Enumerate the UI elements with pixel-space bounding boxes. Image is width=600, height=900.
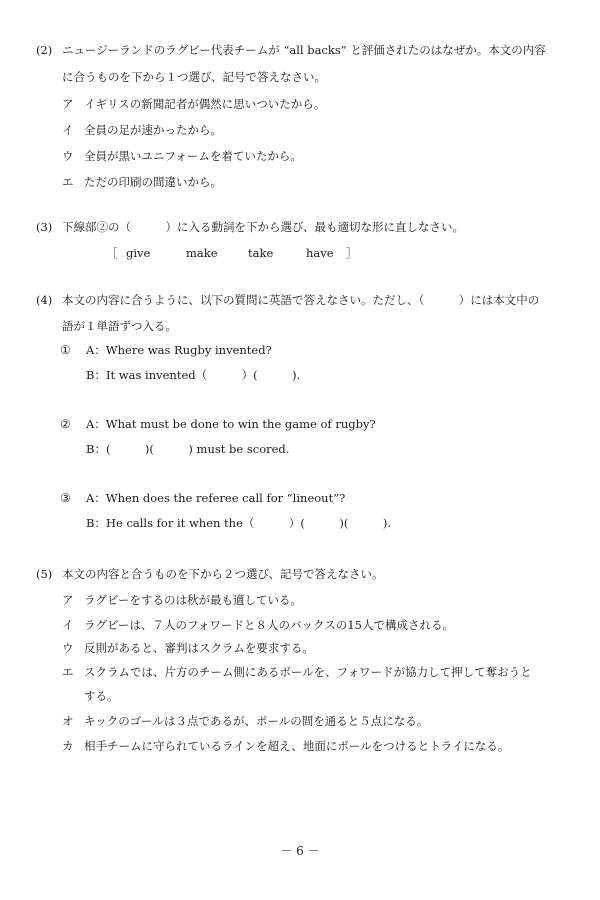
q5-option-mark-a: ア (62, 593, 74, 607)
q5-option-mark-i: イ (62, 618, 74, 632)
question-4-number: (4) (36, 293, 53, 307)
q2-option-text-e: ただの印刷の間違いから。 (84, 175, 222, 189)
q4-item-2-question: A：What must be done to win the game of rugby? (86, 417, 376, 431)
q4-item-3-answer: B：He calls for it when the（ ）( )( ). (86, 516, 391, 530)
verb-choice: make (186, 246, 218, 260)
q5-option-text-e-continued: する。 (84, 689, 119, 703)
q5-option-mark-ka: カ (62, 739, 74, 753)
question-5-number: (5) (36, 567, 53, 581)
q5-option-mark-u: ウ (62, 641, 74, 655)
q2-option-text-i: 全員の足が速かったから。 (84, 123, 222, 137)
q4-item-1-answer: B：It was invented（ ）( ). (86, 368, 301, 382)
verb-choice: give (126, 246, 151, 260)
verb-choice: have (306, 246, 334, 260)
question-5-stem: 本文の内容と合うものを下から２つ選び、記号で答えなさい。 (62, 567, 384, 581)
q2-option-mark-u: ウ (62, 149, 74, 163)
question-4-stem-line-2: 語が１単語ずつ入る。 (62, 319, 177, 333)
verb-bracket-close: ］ (346, 246, 358, 260)
q2-option-mark-i: イ (62, 123, 74, 137)
q4-item-number-2: ② (60, 417, 71, 431)
question-2-number: (2) (36, 43, 53, 57)
verb-choice: take (248, 246, 274, 260)
q2-option-mark-e: エ (62, 175, 74, 189)
page-number: － 6 － (280, 844, 320, 858)
verb-bracket-open: ［ (106, 246, 118, 260)
question-3-number: (3) (36, 220, 53, 234)
q2-option-mark-a: ア (62, 97, 74, 111)
q2-option-text-u: 全員が黒いユニフォームを着ていたから。 (84, 149, 302, 163)
q4-item-2-answer: B：( )( ) must be scored. (86, 442, 290, 456)
q5-option-mark-o: オ (62, 714, 74, 728)
q4-item-number-1: ① (60, 343, 71, 357)
verb-choice-list (106, 245, 358, 261)
question-2-stem-line-2: に合うものを下から１つ選び、記号で答えなさい。 (62, 70, 327, 84)
question-2-stem-line-1: ニュージーランドのラグビー代表チームが “all backs” と評価されたのはなぜか。本文の内容 (62, 43, 546, 57)
q2-option-text-a: イギリスの新聞記者が偶然に思いついたから。 (84, 97, 326, 111)
q5-option-text-i: ラグビーは、７人のフォワードと８人のバックスの15人で構成される。 (84, 618, 454, 632)
q5-option-text-e: スクラムでは、片方のチーム側にあるボールを、フォワードが協力して押して奪おうと (84, 665, 532, 679)
q5-option-mark-e: エ (62, 665, 74, 679)
q5-option-text-ka: 相手チームに守られているラインを超え、地面にボールをつけるとトライになる。 (84, 739, 510, 753)
q4-item-3-question: A：When does the referee call for “lineout”? (86, 491, 346, 505)
q5-option-text-u: 反則があると、審判はスクラムを要求する。 (84, 641, 314, 655)
q4-item-1-question: A：Where was Rugby invented? (86, 343, 272, 357)
question-3-stem: 下線部②の（ ）に入る動詞を下から選び、最も適切な形に直しなさい。 (62, 220, 465, 234)
q5-option-text-o: キックのゴールは３点であるが、ポールの間を通ると５点になる。 (84, 714, 429, 728)
q4-item-number-3: ③ (60, 491, 71, 505)
question-4-stem-line-1: 本文の内容に合うように、以下の質問に英語で答えなさい。ただし、（ ）には本文中の (62, 293, 540, 307)
q5-option-text-a: ラグビーをするのは秋が最も適している。 (84, 593, 303, 607)
